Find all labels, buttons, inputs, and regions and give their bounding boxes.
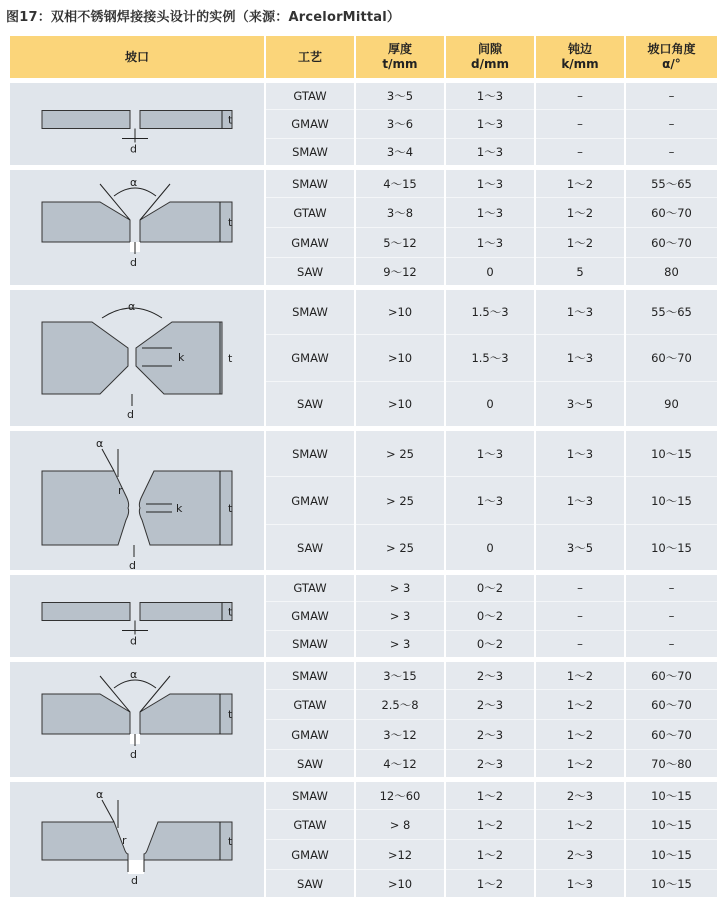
thickness-cell: 3～6: [355, 110, 445, 139]
angle-cell: 10～15: [625, 810, 718, 840]
thickness-cell: >10: [355, 288, 445, 335]
header-row: [9, 35, 718, 81]
thickness-cell: >12: [355, 840, 445, 870]
gap-cell: 2～3: [445, 660, 535, 690]
root-face-cell: 1～2: [535, 690, 625, 720]
root-face-cell: 1～2: [535, 750, 625, 780]
process-cell: GMAW: [265, 602, 355, 631]
gap-cell: 0～2: [445, 573, 535, 602]
groove-diagram-double-v: [22, 292, 252, 425]
header-thickness: 厚度 t/mm: [355, 35, 445, 81]
header-angle: 坡口角度 α/°: [625, 35, 718, 81]
process-cell: GMAW: [265, 110, 355, 139]
angle-cell: 55～65: [625, 288, 718, 335]
thickness-cell: 3～12: [355, 720, 445, 750]
table-row: [9, 573, 718, 602]
svg-text:d: d: [130, 142, 137, 155]
angle-cell: 10～15: [625, 525, 718, 573]
table-row: [9, 660, 718, 690]
header-root-face: 钝边 k/mm: [535, 35, 625, 81]
thickness-cell: 4～12: [355, 750, 445, 780]
gap-cell: 1～2: [445, 840, 535, 870]
root-face-cell: –: [535, 602, 625, 631]
groove-diagram-cell: [9, 780, 265, 900]
angle-cell: –: [625, 110, 718, 139]
gap-cell: 0: [445, 525, 535, 573]
thickness-cell: 12～60: [355, 780, 445, 810]
table-row: [9, 429, 718, 477]
root-face-cell: 5: [535, 258, 625, 288]
gap-cell: 0: [445, 258, 535, 288]
thickness-cell: 9～12: [355, 258, 445, 288]
root-face-cell: 2～3: [535, 840, 625, 870]
root-face-cell: 1～2: [535, 228, 625, 258]
process-cell: SAW: [265, 750, 355, 780]
thickness-cell: 3～4: [355, 139, 445, 168]
gap-cell: 1～3: [445, 139, 535, 168]
gap-cell: 2～3: [445, 720, 535, 750]
thickness-cell: > 3: [355, 602, 445, 631]
process-cell: GMAW: [265, 335, 355, 382]
angle-cell: –: [625, 573, 718, 602]
svg-text:t: t: [228, 834, 233, 848]
table-row: [9, 780, 718, 810]
process-cell: SMAW: [265, 168, 355, 198]
thickness-cell: 3～8: [355, 198, 445, 228]
gap-cell: 1～3: [445, 110, 535, 139]
process-cell: GTAW: [265, 690, 355, 720]
groove-diagram-double-u: [22, 433, 252, 569]
angle-cell: 10～15: [625, 870, 718, 900]
thickness-cell: > 8: [355, 810, 445, 840]
gap-cell: 1.5～3: [445, 335, 535, 382]
svg-text:t: t: [228, 215, 233, 229]
svg-text:d: d: [130, 634, 137, 647]
groove-diagram-square-thin: [22, 577, 252, 656]
process-cell: SAW: [265, 382, 355, 429]
svg-text:r: r: [122, 833, 127, 847]
root-face-cell: –: [535, 81, 625, 110]
angle-cell: –: [625, 139, 718, 168]
groove-diagram-cell: [9, 660, 265, 780]
root-face-cell: 1～3: [535, 288, 625, 335]
process-cell: SMAW: [265, 139, 355, 168]
thickness-cell: 4～15: [355, 168, 445, 198]
groove-diagram-cell: [9, 429, 265, 573]
angle-cell: 60～70: [625, 690, 718, 720]
svg-text:α: α: [96, 787, 104, 801]
angle-cell: 80: [625, 258, 718, 288]
svg-text:k: k: [176, 501, 183, 515]
root-face-cell: 1～2: [535, 660, 625, 690]
gap-cell: 1～2: [445, 810, 535, 840]
groove-diagram-square-thin: [22, 85, 252, 164]
svg-text:d: d: [130, 255, 137, 269]
angle-cell: 10～15: [625, 429, 718, 477]
thickness-cell: >10: [355, 870, 445, 900]
thickness-cell: 3～15: [355, 660, 445, 690]
gap-cell: 1～3: [445, 168, 535, 198]
process-cell: SMAW: [265, 429, 355, 477]
process-cell: SMAW: [265, 780, 355, 810]
table-row: [9, 288, 718, 335]
process-cell: SMAW: [265, 631, 355, 660]
svg-text:α: α: [130, 175, 138, 189]
thickness-cell: 3～5: [355, 81, 445, 110]
svg-text:d: d: [127, 407, 134, 421]
process-cell: GMAW: [265, 477, 355, 525]
thickness-cell: 5～12: [355, 228, 445, 258]
process-cell: GTAW: [265, 573, 355, 602]
gap-cell: 1～3: [445, 81, 535, 110]
svg-text:t: t: [228, 351, 233, 365]
svg-text:k: k: [178, 350, 185, 364]
gap-cell: 1～3: [445, 198, 535, 228]
thickness-cell: > 25: [355, 429, 445, 477]
angle-cell: 90: [625, 382, 718, 429]
groove-diagram-single-v: [22, 664, 252, 776]
process-cell: GTAW: [265, 810, 355, 840]
angle-cell: 60～70: [625, 228, 718, 258]
root-face-cell: 1～3: [535, 870, 625, 900]
groove-diagram-single-u: [22, 784, 252, 896]
gap-cell: 1～3: [445, 228, 535, 258]
svg-text:d: d: [130, 747, 137, 761]
process-cell: GMAW: [265, 228, 355, 258]
svg-text:α: α: [96, 436, 104, 450]
svg-text:r: r: [118, 483, 123, 497]
angle-cell: 10～15: [625, 840, 718, 870]
svg-text:α: α: [130, 667, 138, 681]
process-cell: GTAW: [265, 81, 355, 110]
angle-cell: 60～70: [625, 720, 718, 750]
root-face-cell: 2～3: [535, 780, 625, 810]
gap-cell: 0～2: [445, 602, 535, 631]
angle-cell: –: [625, 81, 718, 110]
root-face-cell: 1～2: [535, 198, 625, 228]
process-cell: SMAW: [265, 660, 355, 690]
groove-diagram-cell: [9, 573, 265, 660]
gap-cell: 1～2: [445, 870, 535, 900]
angle-cell: 60～70: [625, 198, 718, 228]
angle-cell: 10～15: [625, 477, 718, 525]
header-gap: 间隙 d/mm: [445, 35, 535, 81]
figure-caption: 图17：双相不锈钢焊接接头设计的实例（来源：ArcelorMittal）: [6, 10, 401, 25]
thickness-cell: > 3: [355, 631, 445, 660]
table-row: [9, 168, 718, 198]
root-face-cell: 1～3: [535, 335, 625, 382]
thickness-cell: > 25: [355, 525, 445, 573]
gap-cell: 0～2: [445, 631, 535, 660]
process-cell: SMAW: [265, 288, 355, 335]
svg-text:d: d: [129, 558, 136, 569]
process-cell: GMAW: [265, 720, 355, 750]
root-face-cell: –: [535, 139, 625, 168]
gap-cell: 2～3: [445, 750, 535, 780]
root-face-cell: 3～5: [535, 525, 625, 573]
svg-text:t: t: [228, 113, 233, 126]
root-face-cell: –: [535, 631, 625, 660]
header-groove: 坡口: [9, 35, 265, 81]
table-row: [9, 81, 718, 110]
gap-cell: 1～3: [445, 429, 535, 477]
angle-cell: 60～70: [625, 335, 718, 382]
gap-cell: 0: [445, 382, 535, 429]
gap-cell: 1～2: [445, 780, 535, 810]
root-face-cell: 1～2: [535, 810, 625, 840]
process-cell: SAW: [265, 258, 355, 288]
svg-text:t: t: [228, 605, 233, 618]
angle-cell: –: [625, 602, 718, 631]
gap-cell: 2～3: [445, 690, 535, 720]
thickness-cell: >10: [355, 382, 445, 429]
root-face-cell: 1～3: [535, 477, 625, 525]
thickness-cell: 2.5～8: [355, 690, 445, 720]
angle-cell: 55～65: [625, 168, 718, 198]
svg-text:t: t: [228, 707, 233, 721]
root-face-cell: 1～3: [535, 429, 625, 477]
header-process: 工艺: [265, 35, 355, 81]
process-cell: GTAW: [265, 198, 355, 228]
root-face-cell: 1～2: [535, 720, 625, 750]
angle-cell: –: [625, 631, 718, 660]
groove-diagram-cell: [9, 81, 265, 168]
groove-diagram-cell: [9, 288, 265, 429]
root-face-cell: 3～5: [535, 382, 625, 429]
thickness-cell: >10: [355, 335, 445, 382]
gap-cell: 1.5～3: [445, 288, 535, 335]
process-cell: SAW: [265, 870, 355, 900]
angle-cell: 60～70: [625, 660, 718, 690]
angle-cell: 10～15: [625, 780, 718, 810]
angle-cell: 70～80: [625, 750, 718, 780]
process-cell: SAW: [265, 525, 355, 573]
thickness-cell: > 25: [355, 477, 445, 525]
root-face-cell: 1～2: [535, 168, 625, 198]
weld-joint-table: [8, 34, 719, 902]
svg-text:d: d: [131, 873, 138, 887]
thickness-cell: > 3: [355, 573, 445, 602]
svg-text:t: t: [228, 501, 233, 515]
root-face-cell: –: [535, 110, 625, 139]
svg-text:α: α: [128, 299, 136, 313]
groove-diagram-single-v: [22, 172, 252, 284]
groove-diagram-cell: [9, 168, 265, 288]
root-face-cell: –: [535, 573, 625, 602]
gap-cell: 1～3: [445, 477, 535, 525]
process-cell: GMAW: [265, 840, 355, 870]
